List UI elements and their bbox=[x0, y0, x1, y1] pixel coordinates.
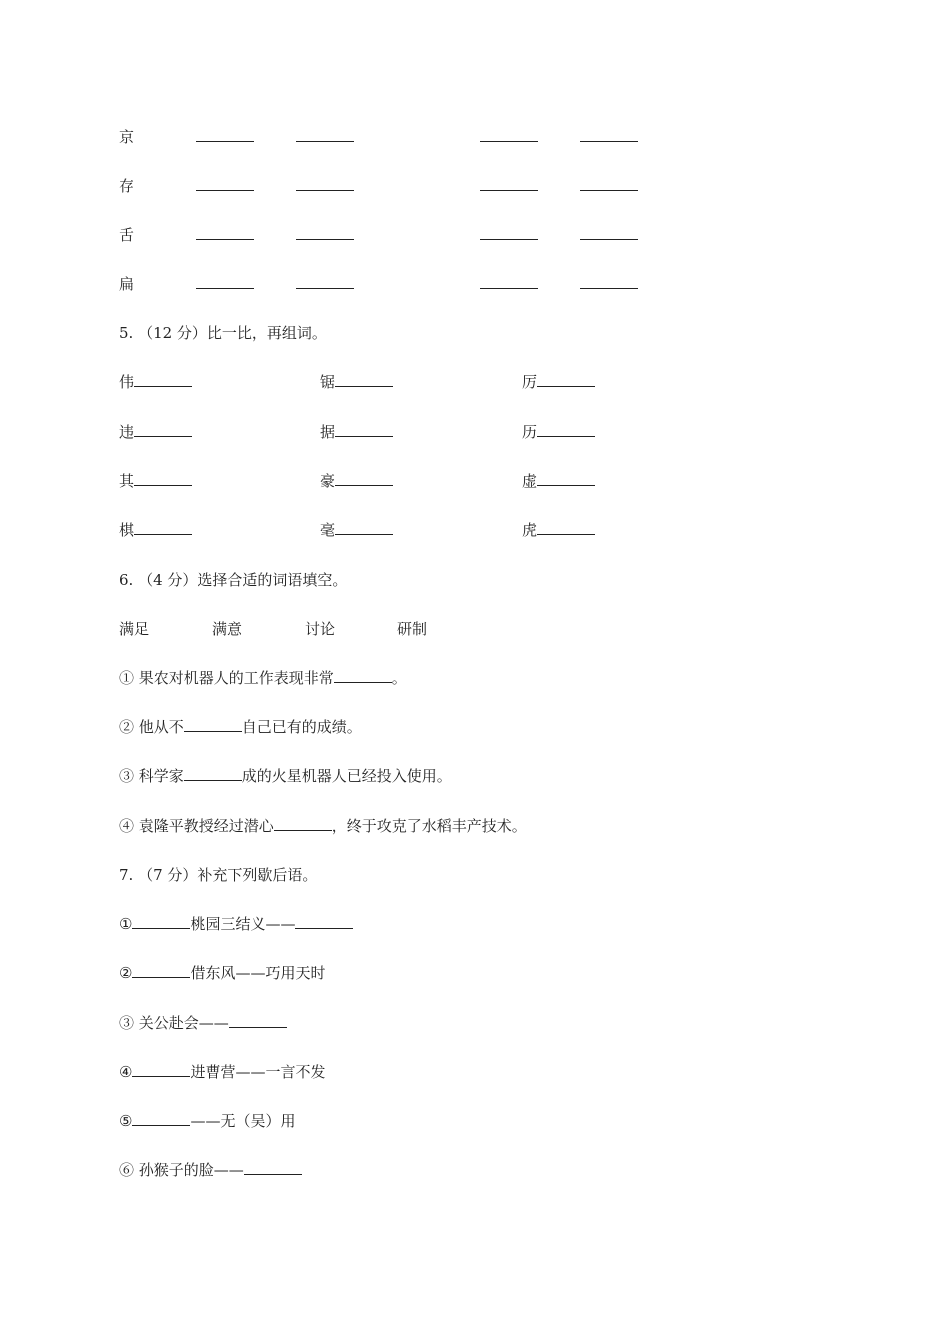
item-text: ——无（吴）用 bbox=[190, 1112, 296, 1130]
answer-blank[interactable] bbox=[580, 274, 638, 289]
compare-char: 毫 bbox=[320, 521, 336, 539]
answer-blank[interactable] bbox=[132, 1111, 190, 1126]
answer-blank[interactable] bbox=[537, 471, 595, 486]
fill-item bbox=[119, 766, 452, 786]
xiehouyu-item bbox=[119, 1111, 295, 1131]
item-text: ⑥ 孙猴子的脸—— bbox=[119, 1161, 244, 1179]
answer-blank[interactable] bbox=[296, 225, 354, 240]
item-text: ④ 袁隆平教授经过潜心 bbox=[119, 817, 274, 835]
item-text: 桃园三结义—— bbox=[190, 915, 296, 933]
answer-blank[interactable] bbox=[537, 520, 595, 535]
answer-blank[interactable] bbox=[335, 422, 393, 437]
fill-item bbox=[119, 668, 407, 688]
compare-item bbox=[320, 372, 393, 392]
answer-blank[interactable] bbox=[184, 717, 242, 732]
answer-blank[interactable] bbox=[274, 816, 332, 831]
answer-blank[interactable] bbox=[334, 668, 392, 683]
answer-blank[interactable] bbox=[580, 127, 638, 142]
answer-blank[interactable] bbox=[132, 1062, 190, 1077]
word-bank-item: 满足 bbox=[119, 620, 150, 638]
compare-char: 棋 bbox=[119, 521, 135, 539]
compare-char: 据 bbox=[320, 423, 336, 441]
xiehouyu-item bbox=[119, 914, 353, 934]
answer-blank[interactable] bbox=[132, 914, 190, 929]
answer-blank[interactable] bbox=[480, 176, 538, 191]
compare-item bbox=[522, 372, 595, 392]
xiehouyu-item bbox=[119, 1062, 325, 1082]
compare-char: 虚 bbox=[522, 472, 538, 490]
compare-char: 伟 bbox=[119, 373, 135, 391]
answer-blank[interactable] bbox=[132, 963, 190, 978]
answer-blank[interactable] bbox=[335, 471, 393, 486]
answer-blank[interactable] bbox=[480, 127, 538, 142]
item-text: ① 果农对机器人的工作表现非常 bbox=[119, 669, 334, 687]
table-char: 舌 bbox=[119, 226, 135, 244]
table-char: 存 bbox=[119, 177, 135, 195]
item-text: 自己已有的成绩。 bbox=[241, 718, 362, 736]
item-text: ② bbox=[119, 964, 133, 982]
xiehouyu-item bbox=[119, 963, 325, 983]
fill-item bbox=[119, 717, 362, 737]
compare-char: 厉 bbox=[522, 373, 538, 391]
answer-blank[interactable] bbox=[335, 520, 393, 535]
compare-item bbox=[522, 422, 595, 442]
item-text: ② 他从不 bbox=[119, 718, 184, 736]
answer-blank[interactable] bbox=[296, 127, 354, 142]
question-6-title: 6. （4 分）选择合适的词语填空。 bbox=[119, 571, 348, 589]
item-text: ③ 关公赴会—— bbox=[119, 1014, 229, 1032]
xiehouyu-item bbox=[119, 1160, 302, 1180]
compare-item bbox=[119, 520, 192, 540]
answer-blank[interactable] bbox=[296, 176, 354, 191]
word-bank-item: 研制 bbox=[397, 620, 428, 638]
compare-item bbox=[320, 471, 393, 491]
item-text: ④ bbox=[119, 1063, 133, 1081]
compare-char: 其 bbox=[119, 472, 135, 490]
answer-blank[interactable] bbox=[244, 1160, 302, 1175]
item-text: 进曹营——一言不发 bbox=[190, 1063, 326, 1081]
table-char: 京 bbox=[119, 128, 135, 146]
answer-blank[interactable] bbox=[196, 225, 254, 240]
answer-blank[interactable] bbox=[134, 372, 192, 387]
compare-item bbox=[522, 471, 595, 491]
compare-item bbox=[320, 422, 393, 442]
answer-blank[interactable] bbox=[295, 914, 353, 929]
compare-char: 虎 bbox=[522, 521, 538, 539]
answer-blank[interactable] bbox=[134, 422, 192, 437]
item-text: ③ 科学家 bbox=[119, 767, 184, 785]
xiehouyu-item bbox=[119, 1013, 287, 1033]
answer-blank[interactable] bbox=[335, 372, 393, 387]
table-char: 扁 bbox=[119, 275, 135, 293]
question-5-title: 5. （12 分）比一比，再组词。 bbox=[119, 324, 327, 342]
answer-blank[interactable] bbox=[580, 225, 638, 240]
answer-blank[interactable] bbox=[196, 127, 254, 142]
answer-blank[interactable] bbox=[296, 274, 354, 289]
item-text: ① bbox=[119, 915, 133, 933]
answer-blank[interactable] bbox=[537, 422, 595, 437]
word-bank-item: 讨论 bbox=[305, 620, 336, 638]
item-text: ，终于攻克了水稻丰产技术。 bbox=[331, 817, 527, 835]
compare-char: 违 bbox=[119, 423, 135, 441]
answer-blank[interactable] bbox=[537, 372, 595, 387]
compare-item bbox=[119, 372, 192, 392]
answer-blank[interactable] bbox=[480, 274, 538, 289]
compare-item bbox=[119, 422, 192, 442]
answer-blank[interactable] bbox=[196, 176, 254, 191]
answer-blank[interactable] bbox=[480, 225, 538, 240]
item-text: 借东风——巧用天时 bbox=[190, 964, 326, 982]
answer-blank[interactable] bbox=[184, 766, 242, 781]
compare-item bbox=[320, 520, 393, 540]
item-text: 。 bbox=[391, 669, 407, 687]
compare-char: 历 bbox=[522, 423, 538, 441]
answer-blank[interactable] bbox=[196, 274, 254, 289]
compare-char: 豪 bbox=[320, 472, 336, 490]
compare-item bbox=[522, 520, 595, 540]
item-text: ⑤ bbox=[119, 1112, 133, 1130]
fill-item bbox=[119, 816, 527, 836]
answer-blank[interactable] bbox=[134, 520, 192, 535]
item-text: 成的火星机器人已经投入使用。 bbox=[241, 767, 452, 785]
compare-item bbox=[119, 471, 192, 491]
answer-blank[interactable] bbox=[134, 471, 192, 486]
question-7-title: 7. （7 分）补充下列歇后语。 bbox=[119, 866, 318, 884]
word-bank-item: 满意 bbox=[212, 620, 243, 638]
answer-blank[interactable] bbox=[229, 1013, 287, 1028]
compare-char: 锯 bbox=[320, 373, 336, 391]
answer-blank[interactable] bbox=[580, 176, 638, 191]
